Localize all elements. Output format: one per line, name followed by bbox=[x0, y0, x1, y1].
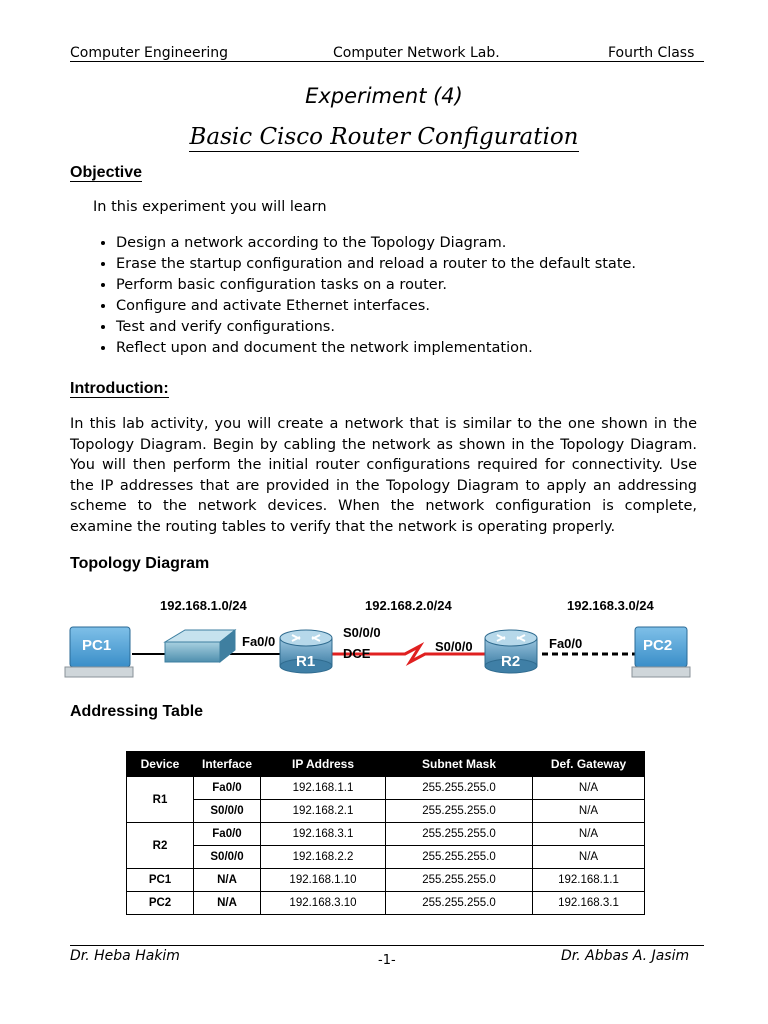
r2-serial-label: S0/0/0 bbox=[435, 639, 473, 654]
dce-label: DCE bbox=[343, 646, 371, 661]
r1-fa-label: Fa0/0 bbox=[242, 634, 276, 649]
list-item: • Configure and activate Ethernet interfaces. bbox=[116, 296, 636, 317]
pc2-icon bbox=[632, 627, 690, 677]
svg-text:R1: R1 bbox=[296, 653, 316, 670]
svg-text:PC1: PC1 bbox=[82, 637, 112, 654]
column-header: Subnet Mask bbox=[386, 752, 533, 777]
list-item: • Design a network according to the Topology Diagram. bbox=[116, 233, 636, 254]
device-cell: PC1 bbox=[127, 869, 194, 892]
table-row bbox=[127, 846, 645, 869]
network-label-2: 192.168.2.0/24 bbox=[365, 598, 452, 613]
ip-cell: 192.168.3.10 bbox=[261, 892, 386, 915]
introduction-text: In this lab activity, you will create a network that is similar to the one shown in the Topology Diagram. Begin by cabling the network as shown in the Topology Diagram. You will then perform the initial router configurations required for connectivity. Use the IP addresses that are provided in the Topology Diagram to apply an addressing scheme to the network devices. When the network configuration is complete, examine the routing tables to verify that the network is operating properly. bbox=[70, 416, 697, 535]
header-left: Computer Engineering bbox=[70, 45, 229, 61]
list-item: • Reflect upon and document the network implementation. bbox=[116, 338, 636, 359]
router-r1-icon bbox=[280, 630, 332, 673]
table-row bbox=[127, 823, 645, 846]
addressing-table bbox=[126, 751, 645, 915]
table-row bbox=[127, 777, 645, 800]
interface-cell: S0/0/0 bbox=[194, 846, 261, 869]
interface-cell: S0/0/0 bbox=[194, 800, 261, 823]
column-header: Interface bbox=[194, 752, 261, 777]
ip-cell: 192.168.1.1 bbox=[261, 777, 386, 800]
footer-left: Dr. Heba Hakim bbox=[70, 948, 180, 964]
column-header: IP Address bbox=[261, 752, 386, 777]
mask-cell: 255.255.255.0 bbox=[386, 846, 533, 869]
svg-text:PC2: PC2 bbox=[643, 637, 673, 654]
objective-list bbox=[96, 233, 636, 359]
gateway-cell: N/A bbox=[533, 777, 645, 800]
router-r2-icon bbox=[485, 630, 537, 673]
gateway-cell: N/A bbox=[533, 846, 645, 869]
interface-cell: N/A bbox=[194, 892, 261, 915]
column-header: Device bbox=[127, 752, 194, 777]
objective-intro: In this experiment you will learn bbox=[93, 199, 327, 215]
mask-cell: 255.255.255.0 bbox=[386, 800, 533, 823]
gateway-cell: 192.168.1.1 bbox=[533, 869, 645, 892]
r1-serial-label: S0/0/0 bbox=[343, 625, 381, 640]
network-label-1: 192.168.1.0/24 bbox=[160, 598, 247, 613]
ip-cell: 192.168.1.10 bbox=[261, 869, 386, 892]
introduction-heading: Introduction: bbox=[70, 380, 169, 397]
gateway-cell: N/A bbox=[533, 800, 645, 823]
table-header-row bbox=[127, 752, 645, 777]
interface-cell: N/A bbox=[194, 869, 261, 892]
table-row bbox=[127, 869, 645, 892]
table-row bbox=[127, 800, 645, 823]
list-item: • Erase the startup configuration and reload a router to the default state. bbox=[116, 254, 636, 275]
page-subtitle: Basic Cisco Router Configuration bbox=[189, 124, 579, 150]
list-item: • Perform basic configuration tasks on a router. bbox=[116, 275, 636, 296]
gateway-cell: N/A bbox=[533, 823, 645, 846]
header-right: Fourth Class bbox=[608, 45, 695, 61]
page-title: Experiment (4) bbox=[305, 84, 463, 108]
switch-icon bbox=[165, 630, 235, 662]
objective-heading: Objective bbox=[70, 164, 143, 181]
topology-diagram bbox=[60, 590, 700, 690]
mask-cell: 255.255.255.0 bbox=[386, 823, 533, 846]
footer-divider bbox=[70, 945, 704, 946]
list-item: • Test and verify configurations. bbox=[116, 317, 636, 338]
gateway-cell: 192.168.3.1 bbox=[533, 892, 645, 915]
table-row bbox=[127, 892, 645, 915]
device-cell: PC2 bbox=[127, 892, 194, 915]
interface-cell: Fa0/0 bbox=[194, 823, 261, 846]
mask-cell: 255.255.255.0 bbox=[386, 892, 533, 915]
device-cell: R2 bbox=[127, 823, 194, 869]
column-header: Def. Gateway bbox=[533, 752, 645, 777]
page-number: -1- bbox=[378, 953, 396, 968]
topology-heading: Topology Diagram bbox=[70, 555, 210, 572]
ip-cell: 192.168.2.1 bbox=[261, 800, 386, 823]
pc1-icon bbox=[65, 627, 133, 677]
interface-cell: Fa0/0 bbox=[194, 777, 261, 800]
network-label-3: 192.168.3.0/24 bbox=[567, 598, 654, 613]
ip-cell: 192.168.3.1 bbox=[261, 823, 386, 846]
svg-text:R2: R2 bbox=[501, 653, 521, 670]
device-cell: R1 bbox=[127, 777, 194, 823]
header-center: Computer Network Lab. bbox=[333, 45, 500, 61]
header-divider bbox=[70, 61, 704, 62]
r2-fa-label: Fa0/0 bbox=[549, 636, 583, 651]
mask-cell: 255.255.255.0 bbox=[386, 777, 533, 800]
mask-cell: 255.255.255.0 bbox=[386, 869, 533, 892]
addressing-heading: Addressing Table bbox=[70, 703, 204, 720]
ip-cell: 192.168.2.2 bbox=[261, 846, 386, 869]
footer-right: Dr. Abbas A. Jasim bbox=[561, 948, 690, 964]
